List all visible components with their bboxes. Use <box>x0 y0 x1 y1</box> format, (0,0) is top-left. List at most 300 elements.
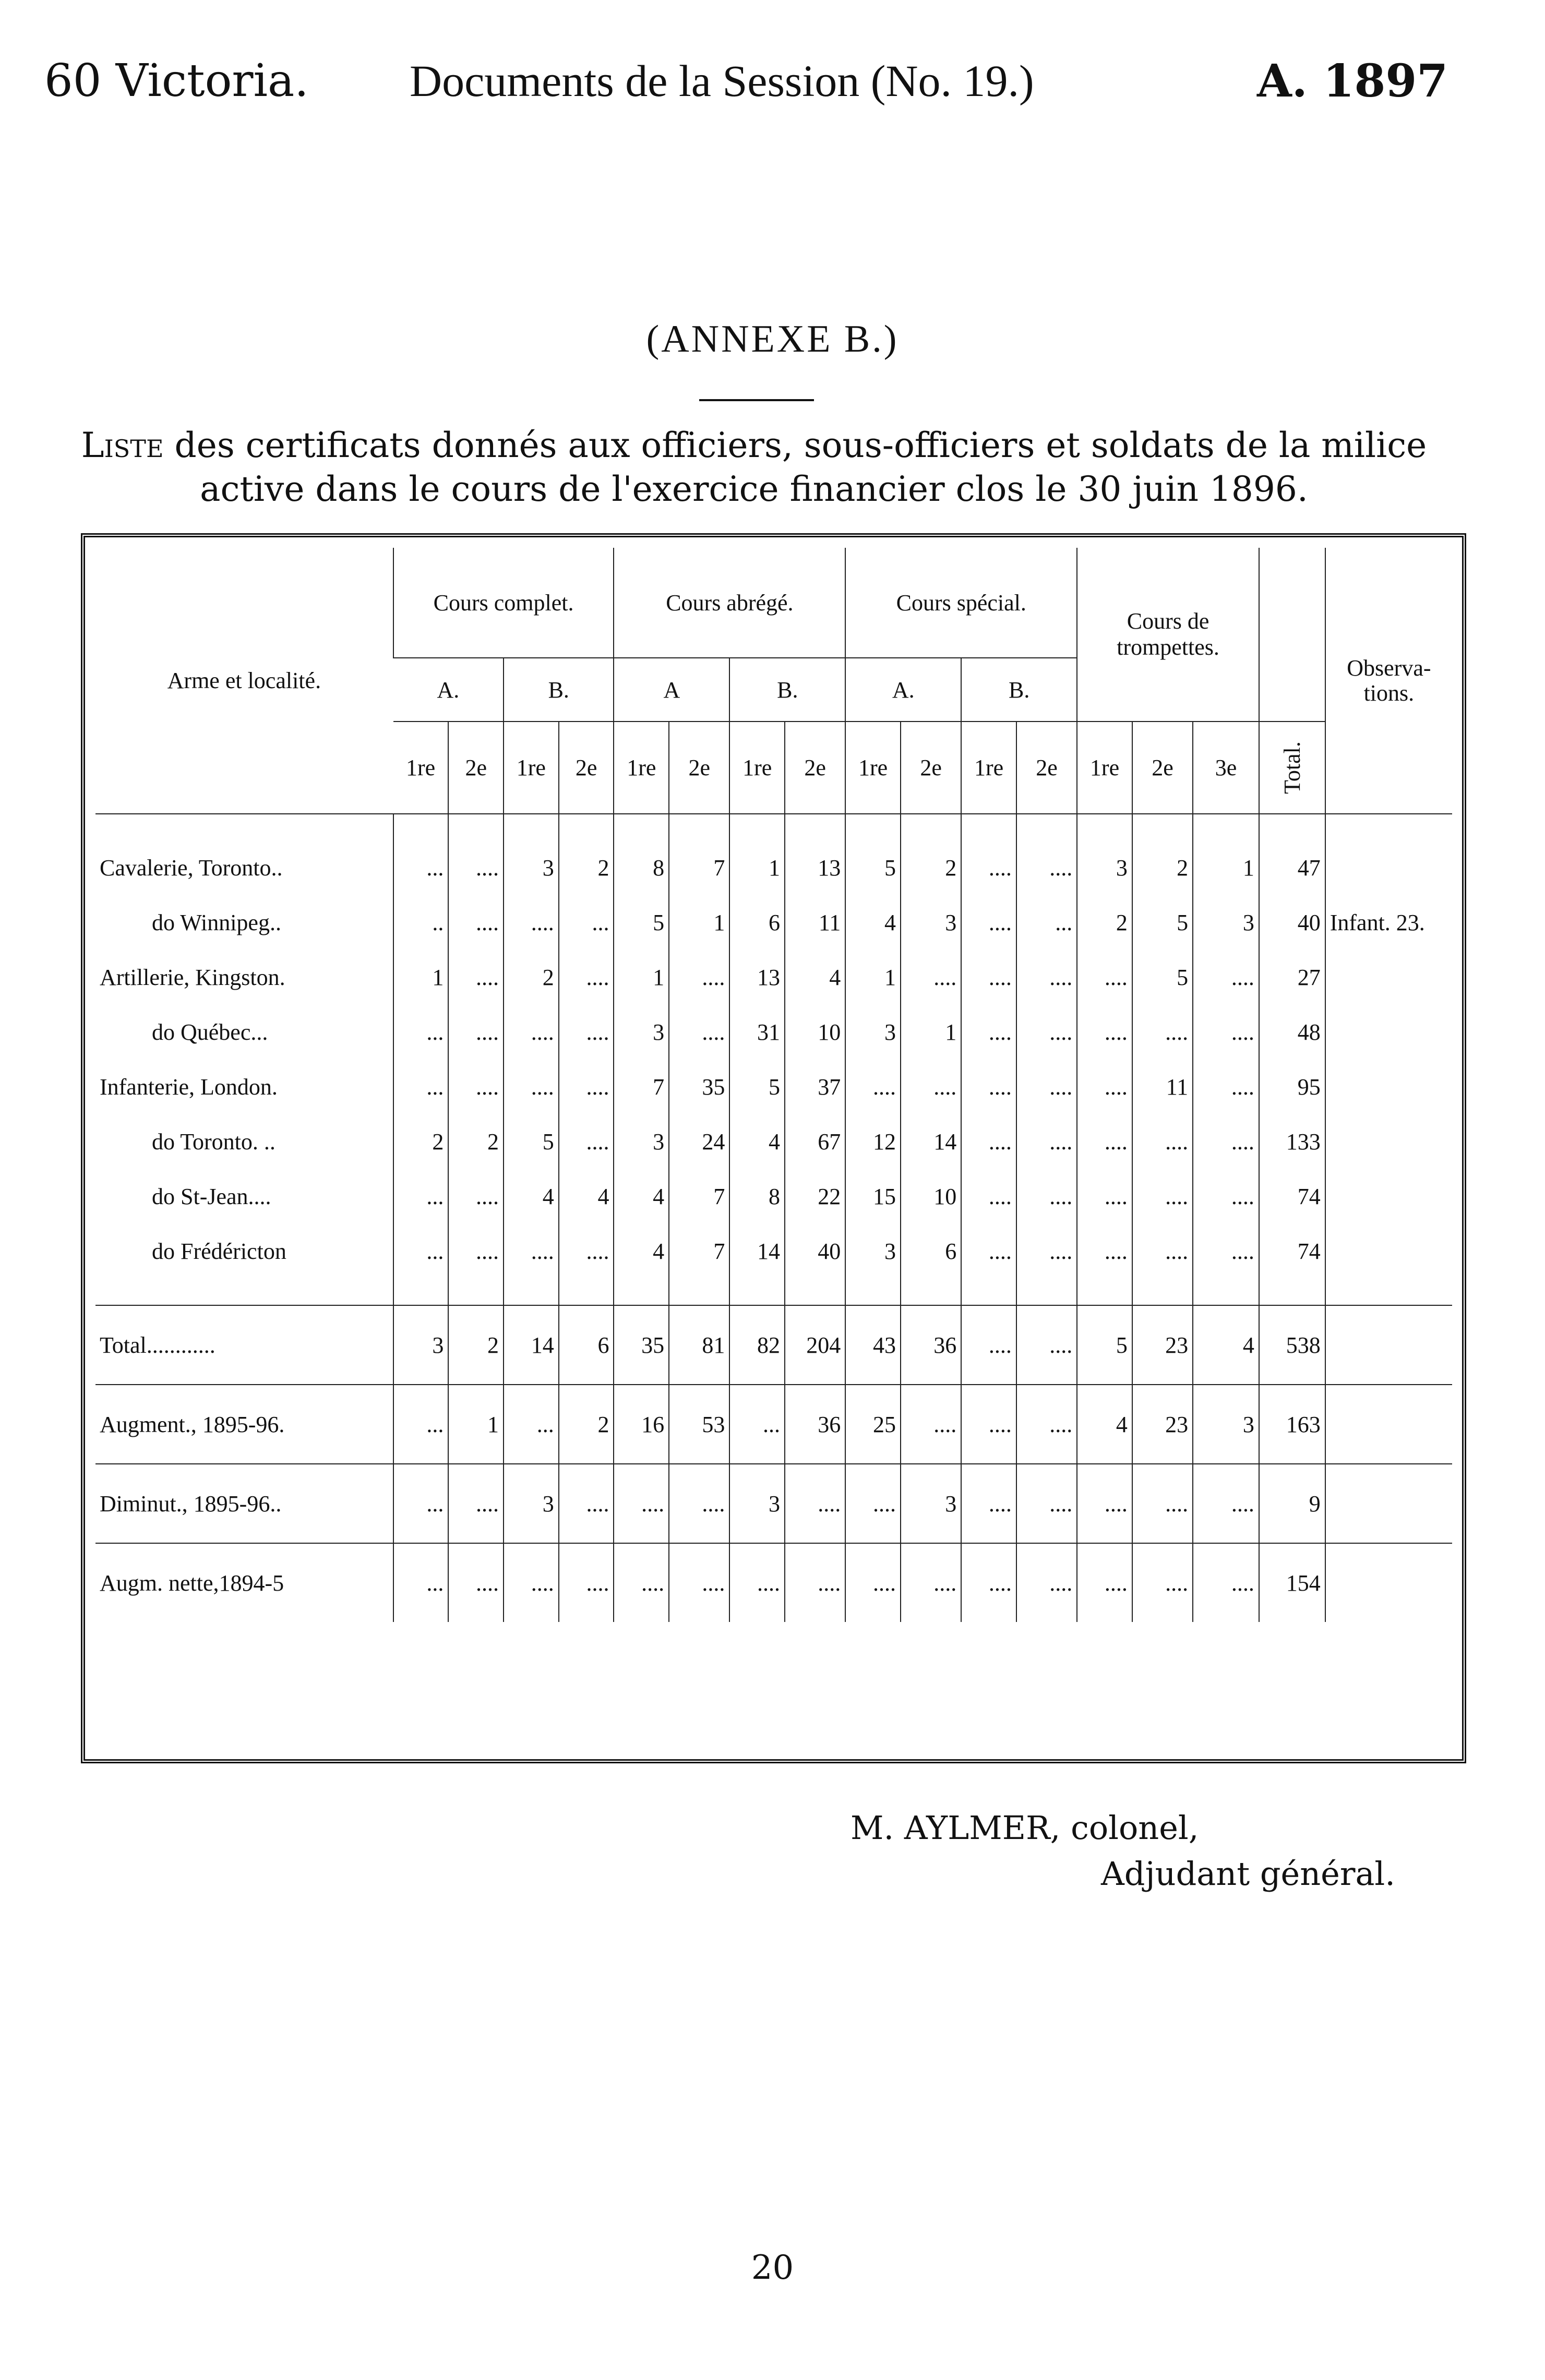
data-cell: 3 <box>729 1464 785 1543</box>
data-cell: 14 <box>901 1114 961 1169</box>
data-cell: 40 <box>785 1224 845 1279</box>
data-cell: .... <box>1193 1060 1259 1114</box>
header-abrege-a: A <box>614 658 729 722</box>
spacer-cell <box>1193 814 1259 840</box>
spacer-cell <box>1259 814 1325 840</box>
data-cell: .... <box>448 1543 504 1622</box>
data-cell: .... <box>961 1005 1016 1060</box>
summary-row <box>95 1385 1452 1464</box>
data-cell: .... <box>448 840 504 895</box>
header-2e: 2e <box>669 722 729 814</box>
data-cell: 3 <box>1077 840 1132 895</box>
header-1re: 1re <box>729 722 785 814</box>
row-total-cell: 538 <box>1259 1305 1325 1385</box>
data-cell: 67 <box>785 1114 845 1169</box>
data-cell: 3 <box>504 840 559 895</box>
observation-cell <box>1325 1114 1452 1169</box>
observation-cell <box>1325 950 1452 1005</box>
data-cell: 4 <box>785 950 845 1005</box>
data-cell: .... <box>961 1464 1016 1543</box>
data-cell: 5 <box>1132 895 1193 950</box>
spacer-cell <box>95 1279 393 1305</box>
row-total-cell: 47 <box>1259 840 1325 895</box>
data-cell: 23 <box>1132 1385 1193 1464</box>
data-cell: ... <box>729 1385 785 1464</box>
data-cell: 81 <box>669 1305 729 1385</box>
data-cell: 8 <box>729 1169 785 1224</box>
data-cell: 6 <box>559 1305 614 1385</box>
spacer-cell <box>961 814 1016 840</box>
data-cell: .... <box>1016 1060 1077 1114</box>
data-cell: .... <box>1077 1169 1132 1224</box>
header-total <box>1259 722 1325 814</box>
data-cell: .... <box>1132 1005 1193 1060</box>
caption-lead: Liste <box>81 425 164 465</box>
spacer-cell <box>669 814 729 840</box>
data-cell: 13 <box>729 950 785 1005</box>
row-label-text: Artillerie, Kingston. <box>100 965 285 990</box>
data-cell: .... <box>1016 1305 1077 1385</box>
data-cell: .... <box>1016 1005 1077 1060</box>
header-observations: Observa-tions. <box>1325 548 1452 814</box>
data-cell: ... <box>393 1543 449 1622</box>
spacer-cell <box>729 814 785 840</box>
data-cell: .... <box>961 950 1016 1005</box>
data-cell: 35 <box>614 1305 669 1385</box>
data-cell: .... <box>1016 1543 1077 1622</box>
observation-cell <box>1325 1224 1452 1279</box>
row-label-text: Cavalerie, Toronto.. <box>100 855 283 881</box>
spacer-cell <box>1325 1279 1452 1305</box>
data-cell: .... <box>448 895 504 950</box>
header-cours-special: Cours spécial. <box>845 548 1077 658</box>
signature-block <box>851 1805 1395 1897</box>
summary-row <box>95 1543 1452 1622</box>
data-cell: ... <box>1016 895 1077 950</box>
row-label-text: do Winnipeg.. <box>152 910 281 935</box>
data-cell: .... <box>559 1464 614 1543</box>
data-cell: .... <box>1132 1464 1193 1543</box>
data-cell: .... <box>845 1464 901 1543</box>
data-cell: 8 <box>614 840 669 895</box>
data-cell: .... <box>559 1224 614 1279</box>
header-total-label: Total. <box>1279 741 1305 794</box>
data-cell: ... <box>559 895 614 950</box>
header-1re: 1re <box>961 722 1016 814</box>
data-cell: .... <box>1193 950 1259 1005</box>
data-cell: 25 <box>845 1385 901 1464</box>
data-cell: 15 <box>845 1169 901 1224</box>
data-cell: 2 <box>504 950 559 1005</box>
row-label-text: do Toronto. .. <box>152 1129 276 1155</box>
data-cell: 204 <box>785 1305 845 1385</box>
header-complet-b: B. <box>504 658 614 722</box>
data-cell: .... <box>961 1224 1016 1279</box>
data-cell: .... <box>1193 1464 1259 1543</box>
data-cell: ... <box>393 1385 449 1464</box>
data-cell: .... <box>669 950 729 1005</box>
data-cell: 37 <box>785 1060 845 1114</box>
signature-name: M. AYLMER, colonel, <box>851 1809 1199 1847</box>
data-cell: 1 <box>901 1005 961 1060</box>
header-2e: 2e <box>559 722 614 814</box>
data-cell: ... <box>393 1224 449 1279</box>
data-cell: 5 <box>1077 1305 1132 1385</box>
data-cell: 1 <box>1193 840 1259 895</box>
data-cell: 36 <box>785 1385 845 1464</box>
data-cell: 14 <box>729 1224 785 1279</box>
data-cell: .... <box>961 1305 1016 1385</box>
data-cell: ... <box>393 1005 449 1060</box>
data-cell: .... <box>1077 1114 1132 1169</box>
session-year: 60 Victoria. <box>44 55 309 107</box>
observation-cell <box>1325 840 1452 895</box>
data-cell: 35 <box>669 1060 729 1114</box>
row-label <box>95 1114 393 1169</box>
table-caption <box>60 424 1448 511</box>
spacer-cell <box>1132 814 1193 840</box>
spacer-cell <box>614 814 669 840</box>
publication-year: A. 1897 <box>1257 55 1448 107</box>
data-cell: .. <box>393 895 449 950</box>
data-cell: 7 <box>669 840 729 895</box>
row-label-text: Diminut., 1895-96.. <box>100 1490 282 1517</box>
summary-row <box>95 1305 1452 1385</box>
data-cell: .... <box>559 950 614 1005</box>
data-cell: .... <box>961 1169 1016 1224</box>
data-cell: .... <box>961 1060 1016 1114</box>
spacer-cell <box>559 814 614 840</box>
page-header <box>44 55 1448 107</box>
spacer-cell <box>504 1279 559 1305</box>
data-cell: 5 <box>1132 950 1193 1005</box>
data-cell: .... <box>448 1464 504 1543</box>
data-cell: .... <box>448 1005 504 1060</box>
row-total-cell: 74 <box>1259 1224 1325 1279</box>
data-cell: .... <box>669 1543 729 1622</box>
spacer-row <box>95 814 1452 840</box>
data-cell: 31 <box>729 1005 785 1060</box>
spacer-cell <box>559 1279 614 1305</box>
row-label-text: do St-Jean.... <box>152 1184 271 1209</box>
data-cell: 22 <box>785 1169 845 1224</box>
data-cell: .... <box>448 1169 504 1224</box>
data-cell: .... <box>1016 950 1077 1005</box>
data-cell: 4 <box>729 1114 785 1169</box>
spacer-cell <box>669 1279 729 1305</box>
data-cell: .... <box>729 1543 785 1622</box>
data-cell: ... <box>393 1060 449 1114</box>
data-cell: .... <box>1132 1114 1193 1169</box>
row-label <box>95 1305 393 1385</box>
header-3e: 3e <box>1193 722 1259 814</box>
spacer-cell <box>845 1279 901 1305</box>
data-cell: 1 <box>614 950 669 1005</box>
data-cell: .... <box>901 1060 961 1114</box>
data-cell: .... <box>961 1114 1016 1169</box>
data-cell: 11 <box>1132 1060 1193 1114</box>
spacer-cell <box>1016 814 1077 840</box>
table-row <box>95 1224 1452 1279</box>
data-cell: .... <box>559 1005 614 1060</box>
data-cell: 82 <box>729 1305 785 1385</box>
data-cell: 4 <box>1193 1305 1259 1385</box>
data-cell: 43 <box>845 1305 901 1385</box>
table-row <box>95 1060 1452 1114</box>
data-cell: .... <box>504 895 559 950</box>
header-special-a: A. <box>845 658 961 722</box>
data-cell: 3 <box>504 1464 559 1543</box>
data-cell: .... <box>901 1385 961 1464</box>
table-row <box>95 1005 1452 1060</box>
data-cell: 24 <box>669 1114 729 1169</box>
data-cell: .... <box>1077 1543 1132 1622</box>
data-cell: .... <box>1077 1005 1132 1060</box>
row-label-text: do Frédéricton <box>152 1239 286 1264</box>
data-cell: 10 <box>785 1005 845 1060</box>
spacer-cell <box>1077 1279 1132 1305</box>
data-cell: 2 <box>1132 840 1193 895</box>
data-cell: 12 <box>845 1114 901 1169</box>
data-cell: .... <box>504 1224 559 1279</box>
spacer-cell <box>785 1279 845 1305</box>
data-cell: ... <box>393 1464 449 1543</box>
spacer-cell <box>504 814 559 840</box>
header-1re: 1re <box>1077 722 1132 814</box>
observation-cell: Infant. 23. <box>1325 895 1452 950</box>
spacer-cell <box>901 814 961 840</box>
data-cell: 5 <box>729 1060 785 1114</box>
data-cell: .... <box>559 1060 614 1114</box>
data-cell: .... <box>448 1224 504 1279</box>
data-cell: 5 <box>504 1114 559 1169</box>
row-total-cell: 40 <box>1259 895 1325 950</box>
observation-cell <box>1325 1005 1452 1060</box>
data-cell: .... <box>1193 1114 1259 1169</box>
observation-cell <box>1325 1464 1452 1543</box>
data-cell: .... <box>1077 950 1132 1005</box>
spacer-cell <box>1193 1279 1259 1305</box>
data-cell: 2 <box>559 1385 614 1464</box>
data-cell: 3 <box>901 1464 961 1543</box>
row-label-text: Infanterie, London. <box>100 1074 278 1100</box>
table-row <box>95 840 1452 895</box>
data-cell: 6 <box>729 895 785 950</box>
row-total-cell: 74 <box>1259 1169 1325 1224</box>
observation-cell <box>1325 1385 1452 1464</box>
data-cell: 1 <box>393 950 449 1005</box>
row-label <box>95 1224 393 1279</box>
spacer-cell <box>95 814 393 840</box>
data-cell: .... <box>785 1543 845 1622</box>
signature-title: Adjudant général. <box>1101 1855 1395 1893</box>
row-total-cell: 133 <box>1259 1114 1325 1169</box>
table-row <box>95 1114 1452 1169</box>
row-label-text: Augment., 1895-96. <box>100 1411 285 1437</box>
document-title: Documents de la Session (No. 19.) <box>410 56 1034 106</box>
data-cell: 5 <box>614 895 669 950</box>
data-cell: .... <box>961 840 1016 895</box>
data-cell: 2 <box>901 840 961 895</box>
header-abrege-b: B. <box>729 658 845 722</box>
header-2e: 2e <box>1132 722 1193 814</box>
data-cell: 3 <box>845 1005 901 1060</box>
data-cell: 6 <box>901 1224 961 1279</box>
data-cell: 36 <box>901 1305 961 1385</box>
data-cell: 11 <box>785 895 845 950</box>
row-total-cell: 9 <box>1259 1464 1325 1543</box>
data-cell: 1 <box>448 1385 504 1464</box>
data-cell: .... <box>1077 1060 1132 1114</box>
spacer-cell <box>1016 1279 1077 1305</box>
data-cell: .... <box>559 1543 614 1622</box>
data-cell: .... <box>1077 1224 1132 1279</box>
header-total-spacer <box>1259 548 1325 722</box>
table-row <box>95 895 1452 950</box>
header-2e: 2e <box>901 722 961 814</box>
data-cell: 1 <box>729 840 785 895</box>
data-cell: .... <box>1016 1464 1077 1543</box>
data-cell: 7 <box>614 1060 669 1114</box>
data-cell: 3 <box>1193 895 1259 950</box>
header-2e: 2e <box>1016 722 1077 814</box>
table-row <box>95 1169 1452 1224</box>
row-total-cell: 48 <box>1259 1005 1325 1060</box>
spacer-cell <box>448 1279 504 1305</box>
data-cell: 2 <box>393 1114 449 1169</box>
data-cell: .... <box>614 1543 669 1622</box>
data-cell: .... <box>504 1060 559 1114</box>
spacer-cell <box>393 814 449 840</box>
observation-cell <box>1325 1169 1452 1224</box>
data-cell: .... <box>1077 1464 1132 1543</box>
data-cell: 3 <box>845 1224 901 1279</box>
data-cell: 5 <box>845 840 901 895</box>
data-cell: 3 <box>901 895 961 950</box>
data-cell: .... <box>1193 1005 1259 1060</box>
data-cell: .... <box>845 1543 901 1622</box>
data-cell: .... <box>669 1464 729 1543</box>
data-cell: 3 <box>393 1305 449 1385</box>
header-arme: Arme et localité. <box>95 548 393 814</box>
data-cell: ... <box>393 840 449 895</box>
data-cell: .... <box>845 1060 901 1114</box>
data-cell: 16 <box>614 1385 669 1464</box>
data-cell: 4 <box>559 1169 614 1224</box>
data-cell: .... <box>961 1385 1016 1464</box>
row-label-text: Total............ <box>100 1332 215 1358</box>
row-total-cell: 95 <box>1259 1060 1325 1114</box>
data-cell: 7 <box>669 1224 729 1279</box>
observation-cell <box>1325 1543 1452 1622</box>
data-cell: .... <box>1193 1169 1259 1224</box>
header-1re: 1re <box>614 722 669 814</box>
header-complet-a: A. <box>393 658 504 722</box>
data-cell: .... <box>961 895 1016 950</box>
data-cell: 10 <box>901 1169 961 1224</box>
data-cell: 14 <box>504 1305 559 1385</box>
data-cell: .... <box>1016 840 1077 895</box>
data-cell: .... <box>1193 1543 1259 1622</box>
row-label <box>95 1060 393 1114</box>
row-label <box>95 840 393 895</box>
header-special-b: B. <box>961 658 1077 722</box>
row-total-cell: 154 <box>1259 1543 1325 1622</box>
page-number: 20 <box>751 2249 794 2287</box>
spacer-cell <box>1132 1279 1193 1305</box>
row-label-text: Augm. nette,1894-5 <box>100 1570 284 1596</box>
data-cell: .... <box>1132 1224 1193 1279</box>
spacer-cell <box>901 1279 961 1305</box>
row-label <box>95 1005 393 1060</box>
data-cell: 2 <box>448 1114 504 1169</box>
data-cell: 4 <box>614 1169 669 1224</box>
data-cell: .... <box>504 1005 559 1060</box>
data-cell: .... <box>559 1114 614 1169</box>
row-total-cell: 163 <box>1259 1385 1325 1464</box>
header-cours-abrege: Cours abrégé. <box>614 548 845 658</box>
data-cell: .... <box>1016 1114 1077 1169</box>
data-cell: .... <box>961 1543 1016 1622</box>
data-cell: .... <box>1132 1543 1193 1622</box>
data-cell: 4 <box>504 1169 559 1224</box>
data-cell: .... <box>614 1464 669 1543</box>
data-cell: .... <box>504 1543 559 1622</box>
data-cell: .... <box>1016 1169 1077 1224</box>
data-cell: .... <box>901 1543 961 1622</box>
data-cell: 3 <box>614 1114 669 1169</box>
data-cell: .... <box>448 1060 504 1114</box>
data-cell: 2 <box>1077 895 1132 950</box>
observation-cell <box>1325 1305 1452 1385</box>
spacer-cell <box>961 1279 1016 1305</box>
row-label <box>95 1385 393 1464</box>
data-cell: 13 <box>785 840 845 895</box>
data-cell: ... <box>393 1169 449 1224</box>
data-cell: .... <box>669 1005 729 1060</box>
spacer-row <box>95 1279 1452 1305</box>
spacer-cell <box>393 1279 449 1305</box>
header-cours-complet: Cours complet. <box>393 548 614 658</box>
data-cell: .... <box>1016 1385 1077 1464</box>
data-cell: .... <box>1132 1169 1193 1224</box>
data-cell: 53 <box>669 1385 729 1464</box>
data-cell: 3 <box>614 1005 669 1060</box>
data-cell: .... <box>901 950 961 1005</box>
header-1re: 1re <box>845 722 901 814</box>
data-cell: 4 <box>614 1224 669 1279</box>
data-cell: .... <box>448 950 504 1005</box>
row-total-cell: 27 <box>1259 950 1325 1005</box>
row-label <box>95 950 393 1005</box>
certificates-table <box>95 548 1452 1622</box>
row-label <box>95 1464 393 1543</box>
table-frame <box>81 533 1466 1763</box>
header-2e: 2e <box>785 722 845 814</box>
spacer-cell <box>1259 1279 1325 1305</box>
row-label-text: do Québec... <box>152 1019 268 1045</box>
observation-cell <box>1325 1060 1452 1114</box>
annexe-title: (ANNEXE B.) <box>646 318 899 360</box>
row-label <box>95 1169 393 1224</box>
spacer-cell <box>729 1279 785 1305</box>
data-cell: 7 <box>669 1169 729 1224</box>
spacer-cell <box>614 1279 669 1305</box>
header-cours-trompettes: Cours de trompettes. <box>1077 548 1259 722</box>
spacer-cell <box>448 814 504 840</box>
data-cell: 3 <box>1193 1385 1259 1464</box>
header-1re: 1re <box>504 722 559 814</box>
